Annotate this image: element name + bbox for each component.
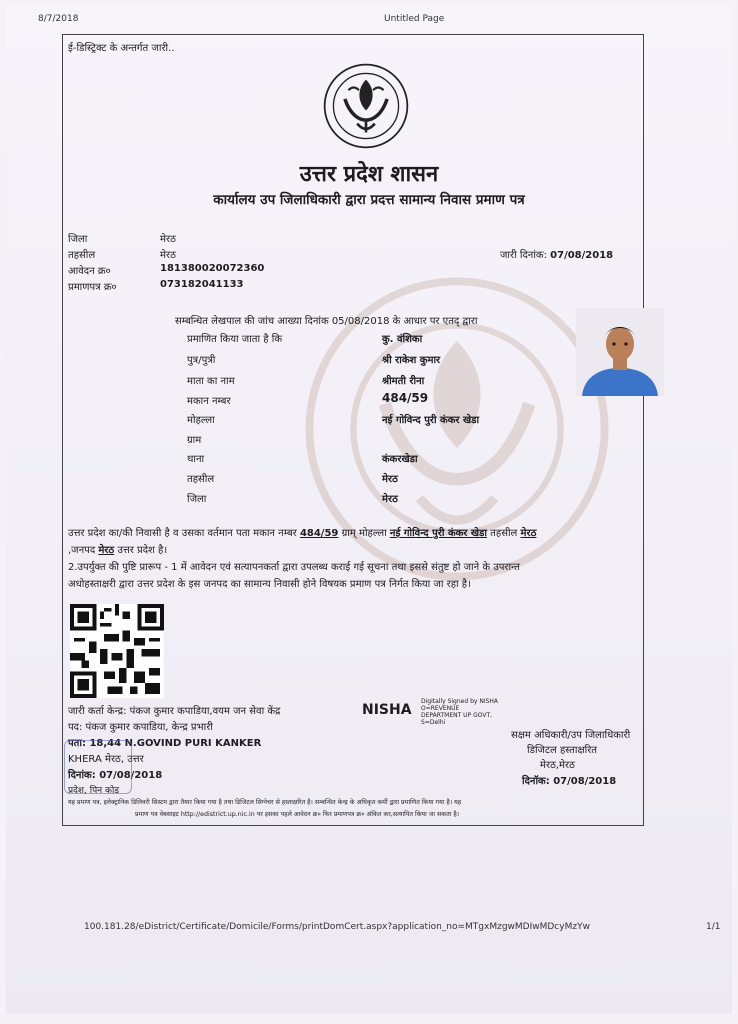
residence-paragraph-line2 [68, 542, 167, 556]
disclaimer-line2: प्रमाण पत्र वेबसाइट http://edistrict.up.nic.in पर इसका पहले आवेदन क्र० फिर प्रमाणपत्र क्र० अंकित कर,सत्यापित किया जा सकता है। [135, 811, 460, 818]
detail-value: श्रीमती रीना [382, 376, 425, 387]
residence-paragraph [68, 525, 536, 539]
meta-value: मेरठ [160, 250, 176, 261]
para-text: उत्तर प्रदेश का/की निवासी है व उसका वर्तमान पता मकान नम्बर [68, 528, 300, 539]
meta-label: प्रमाणपत्र क्र० [68, 282, 117, 293]
print-page-count: 1/1 [706, 922, 721, 932]
para-text: उत्तर प्रदेश है। [114, 545, 168, 556]
detail-value: कंकरखेडा [382, 454, 418, 465]
certificate-subtitle: कार्यालय उप जिलाधिकारी द्वारा प्रदत्त सामान्य निवास प्रमाण पत्र [213, 192, 525, 208]
print-date: 8/7/2018 [38, 14, 79, 24]
detail-label: प्रमाणित किया जाता है कि [187, 334, 283, 345]
issuer-post: पद: पंकज कुमार कपाडिया, केन्द्र प्रभारी [68, 722, 213, 733]
qr-code-icon [70, 604, 164, 698]
meta-label: आवेदन क्र० [68, 266, 111, 277]
center-stamp [64, 740, 132, 794]
signature-line: Digitally Signed by NISHA [421, 698, 499, 705]
signer-name: NISHA [362, 702, 412, 718]
authority-place: मेरठ,मेरठ [540, 760, 575, 771]
issuer-date: दिनांक: 07/08/2018 [68, 770, 163, 781]
meta-label: तहसील [68, 250, 96, 261]
detail-value: नई गोविन्द पुरी कंकर खेडा [382, 415, 480, 426]
detail-value: मेरठ [382, 494, 398, 505]
issuer-area: KHERA मेरठ, उत्तर [68, 754, 144, 765]
person-photo-icon [576, 308, 664, 396]
print-page-title: Untitled Page [384, 14, 445, 24]
detail-label: मोहल्ला [187, 415, 215, 426]
detail-label: थाना [187, 454, 205, 465]
signature-line: DEPARTMENT UP GOVT, [421, 712, 493, 719]
applicant-photo [576, 308, 664, 396]
para-text: ,जनपद [68, 545, 99, 556]
meta-label: जिला [68, 234, 88, 245]
detail-label: माता का नाम [187, 376, 235, 387]
issuer-center: जारी कर्ता केन्द्र: पंकज कुमार कपाडिया,वयम जन सेवा केंद्र [68, 706, 281, 717]
signature-line: S=Delhi [421, 719, 446, 726]
issuer-state: प्रदेश, पिन कोड [68, 786, 120, 796]
para-tehsil: मेरठ [520, 528, 537, 539]
certificate-title: उत्तर प्रदेश शासन [299, 162, 439, 187]
certificate-number: 073182041133 [160, 279, 244, 290]
signature-line: O=REVENUE [421, 705, 460, 712]
detail-label: मकान नम्बर [187, 396, 231, 407]
authority-title: सक्षम अधिकारी/उप जिलाधिकारी [511, 730, 631, 741]
para-district: मेरठ [98, 545, 115, 556]
authority-signature: डिजिटल हस्ताक्षरित [527, 745, 597, 756]
intro-text: सम्बन्धित लेखपाल की जांच आख्या दिनांक 05/08/2018 के आधार पर एतद् द्वारा [175, 316, 478, 327]
detail-value-name: कु. वंशिका [382, 334, 423, 345]
authority-date: दिनॉक: 07/08/2018 [522, 776, 617, 787]
para-house-number: 484/59 [299, 528, 339, 539]
disclaimer-line1: यह प्रमाण पत्र, इलेक्ट्रानिक डिलिवरी सिस्टम द्वारा तैयार किया गया है तथा डिजिटल सिग्नेचर से हस्ताक्षरित है। सम्बन्धित केन्द्र के अधिकृत कर्मी द्वारा प्रमाणित किया गया है। यह [68, 799, 462, 806]
signature-details [421, 698, 498, 726]
issue-date-value: 07/08/2018 [550, 250, 614, 261]
up-emblem-icon [322, 62, 410, 150]
para-text: तहसील [487, 528, 521, 539]
issuer-address: पता: 18,44 N.GOVIND PURI KANKER [68, 738, 262, 749]
confirmation-paragraph-line1: 2.उपर्युक्त की पुष्टि प्रारूप - 1 में आवेदन एवं सत्यापनकर्ता द्वारा उपलब्ध कराई गई सूचना तथा इससे संतुष्ट हो जाने के उपरान्त [68, 562, 520, 573]
meta-value: मेरठ [160, 234, 176, 245]
detail-label: तहसील [187, 474, 215, 485]
issue-date-label: जारी दिनांक: [500, 250, 547, 261]
detail-label: पुत्र/पुत्री [187, 355, 216, 366]
detail-value-house: 484/59 [382, 391, 429, 405]
header-note: ई-डिस्ट्रिक्ट के अन्तर्गत जारी.. [68, 43, 175, 54]
para-locality: नई गोविन्द पुरी कंकर खेडा [389, 528, 487, 539]
detail-label: ग्राम [187, 435, 202, 446]
confirmation-paragraph-line2: अधोहस्ताक्षरी द्वारा उत्तर प्रदेश के इस जनपद का सामान्य निवासी होने विषयक प्रमाण पत्र निर्गत किया जा रहा है। [68, 579, 471, 590]
application-number: 181380020072360 [160, 263, 265, 274]
detail-value: मेरठ [382, 474, 398, 485]
detail-label: जिला [187, 494, 207, 505]
issue-date [500, 247, 613, 261]
detail-value: श्री राकेश कुमार [382, 355, 441, 366]
print-url: 100.181.28/eDistrict/Certificate/Domicile/Forms/printDomCert.aspx?application_no=MTgxMzgwMDIwMDcyMzYw [84, 922, 590, 932]
para-text: ग्राम् मोहल्ला [338, 528, 390, 539]
